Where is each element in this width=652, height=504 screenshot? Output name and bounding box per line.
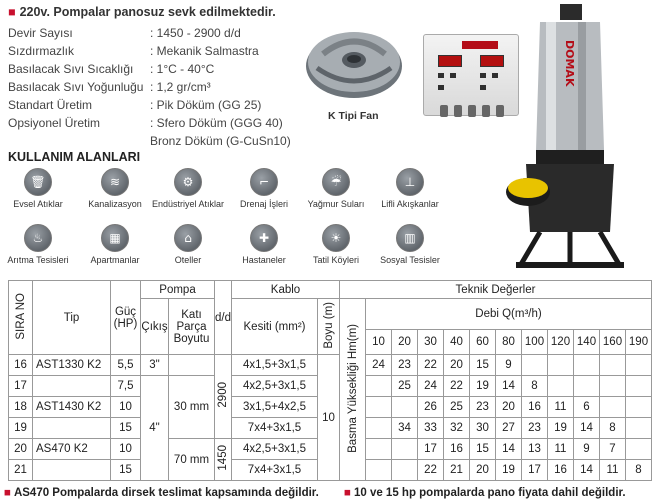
debi-value: 100 xyxy=(522,329,548,354)
debi-value: 140 xyxy=(574,329,600,354)
usage-item: ♨ Arıtma Tesisleri xyxy=(0,224,76,265)
debi-value: 30 xyxy=(418,329,444,354)
drainage-pipe-icon: ⌐ xyxy=(250,168,278,196)
footnote-bullet-icon: ■ xyxy=(344,487,351,499)
solid-30mm: 30 mm xyxy=(169,376,215,439)
debi-value: 190 xyxy=(626,329,652,354)
fan-caption: K Tipi Fan xyxy=(328,110,379,122)
debi-value: 160 xyxy=(600,329,626,354)
header-sira-no: SIRA NO xyxy=(9,281,33,355)
dd-1450: 1450 xyxy=(215,439,232,481)
panel-gland xyxy=(482,105,490,117)
table-row: 18 AST1430 K2 10 3x1,5+4x2,5 26 25 23 20 16 11 6 xyxy=(9,397,652,418)
outlet-4: 4" xyxy=(141,376,169,481)
pump-image xyxy=(500,0,640,270)
debi-value: 60 xyxy=(470,329,496,354)
usage-item: ✚ Hastaneler xyxy=(226,224,302,265)
table-row: 20 AS470 K2 10 70 mm 1450 4x2,5+3x1,5 17 16 15 14 13 11 9 7 xyxy=(9,439,652,460)
hospital-icon: ✚ xyxy=(250,224,278,252)
debi-value: 40 xyxy=(444,329,470,354)
usage-item: ⊥ Lifli Akışkanlar xyxy=(372,168,448,209)
debi-value: 10 xyxy=(366,329,392,354)
table-row: 16 AST1330 K2 5,5 3" 2900 4x1,5+3x1,5 10 24 23 22 20 15 9 xyxy=(9,355,652,376)
table-row: 21 15 7x4+3x1,5 22 21 20 19 17 16 14 11 8 xyxy=(9,460,652,481)
k-type-fan-image xyxy=(303,24,405,104)
panel-brand-strip xyxy=(462,41,498,49)
panel-button xyxy=(480,73,486,78)
usage-item: ⚙ Endüstriyel Atıklar xyxy=(150,168,226,209)
header-kesiti: Kesiti (mm²) xyxy=(232,299,318,355)
cable-length: 10 xyxy=(318,355,340,481)
heading-bullet-icon: ■ xyxy=(8,5,16,19)
panel-display xyxy=(438,55,462,67)
header-tip: Tip xyxy=(33,281,111,355)
valve-icon: ⊥ xyxy=(396,168,424,196)
usage-item: ≋ Kanalizasyon xyxy=(77,168,153,209)
usage-item: ☔ Yağmur Suları xyxy=(298,168,374,209)
usage-item: ▥ Sosyal Tesisler xyxy=(372,224,448,265)
header-guc: Güç (HP) xyxy=(111,281,141,355)
panel-gland xyxy=(454,105,462,117)
panel-button xyxy=(492,73,498,78)
debi-value: 20 xyxy=(392,329,418,354)
table-row: 17 7,5 4" 30 mm 4x2,5+3x1,5 25 24 22 19 14 8 xyxy=(9,376,652,397)
header-pompa: Pompa xyxy=(141,281,215,299)
header-debi: Debi Q(m³/h) xyxy=(366,299,652,330)
hotel-icon: ⌂ xyxy=(174,224,202,252)
usage-item: ⌂ Oteller xyxy=(150,224,226,265)
header-dd: d/d xyxy=(215,281,232,355)
treatment-plant-icon: ♨ xyxy=(24,224,52,252)
page-heading: ■ 220v. Pompalar panosuz sevk edilmektedir. xyxy=(8,5,276,19)
header-teknik: Teknik Değerler xyxy=(340,281,652,299)
waste-bin-icon: 🗑 xyxy=(24,168,52,196)
usage-item: 🗑 Evsel Atıklar xyxy=(0,168,76,209)
panel-gland xyxy=(440,105,448,117)
usage-item: ☀ Tatil Köyleri xyxy=(298,224,374,265)
usage-item: ⌐ Drenaj İşleri xyxy=(226,168,302,209)
usage-title: KULLANIM ALANLARI xyxy=(8,150,141,164)
panel-button xyxy=(438,85,444,90)
header-kati-parca: Katı Parça Boyutu xyxy=(169,299,215,355)
usage-item: ▦ Apartmanlar xyxy=(77,224,153,265)
dd-2900: 2900 xyxy=(215,355,232,439)
apartment-icon: ▦ xyxy=(101,224,129,252)
debi-value: 120 xyxy=(548,329,574,354)
header-kablo: Kablo xyxy=(232,281,340,299)
table-row: 19 15 7x4+3x1,5 34 33 32 30 27 23 19 14 8 xyxy=(9,418,652,439)
pump-brand-label: DOMAK xyxy=(563,40,576,87)
footnote-panel: ■ 10 ve 15 hp pompalarda pano fiyata dahil değildir. xyxy=(344,487,626,499)
header-basma: Basma Yüksekliği Hm(m) xyxy=(340,299,366,481)
rain-cloud-icon: ☔ xyxy=(322,168,350,196)
usage-grid xyxy=(0,168,460,278)
panel-gland xyxy=(468,105,476,117)
palm-tree-icon: ☀ xyxy=(322,224,350,252)
spec-table xyxy=(8,280,652,481)
footnote-elbow: ■ AS470 Pompalarda dirsek teslimat kapsamında değildir. xyxy=(4,487,319,499)
solid-70mm: 70 mm xyxy=(169,439,215,481)
header-boyu: Boyu (m) xyxy=(318,299,340,355)
factory-waste-icon: ⚙ xyxy=(174,168,202,196)
panel-button xyxy=(480,85,486,90)
sewer-pipe-icon: ≋ xyxy=(101,168,129,196)
panel-button xyxy=(438,73,444,78)
debi-value: 80 xyxy=(496,329,522,354)
footnote-bullet-icon: ■ xyxy=(4,487,11,499)
building-icon: ▥ xyxy=(396,224,424,252)
panel-button xyxy=(450,73,456,78)
header-cikis: Çıkış xyxy=(141,299,169,355)
